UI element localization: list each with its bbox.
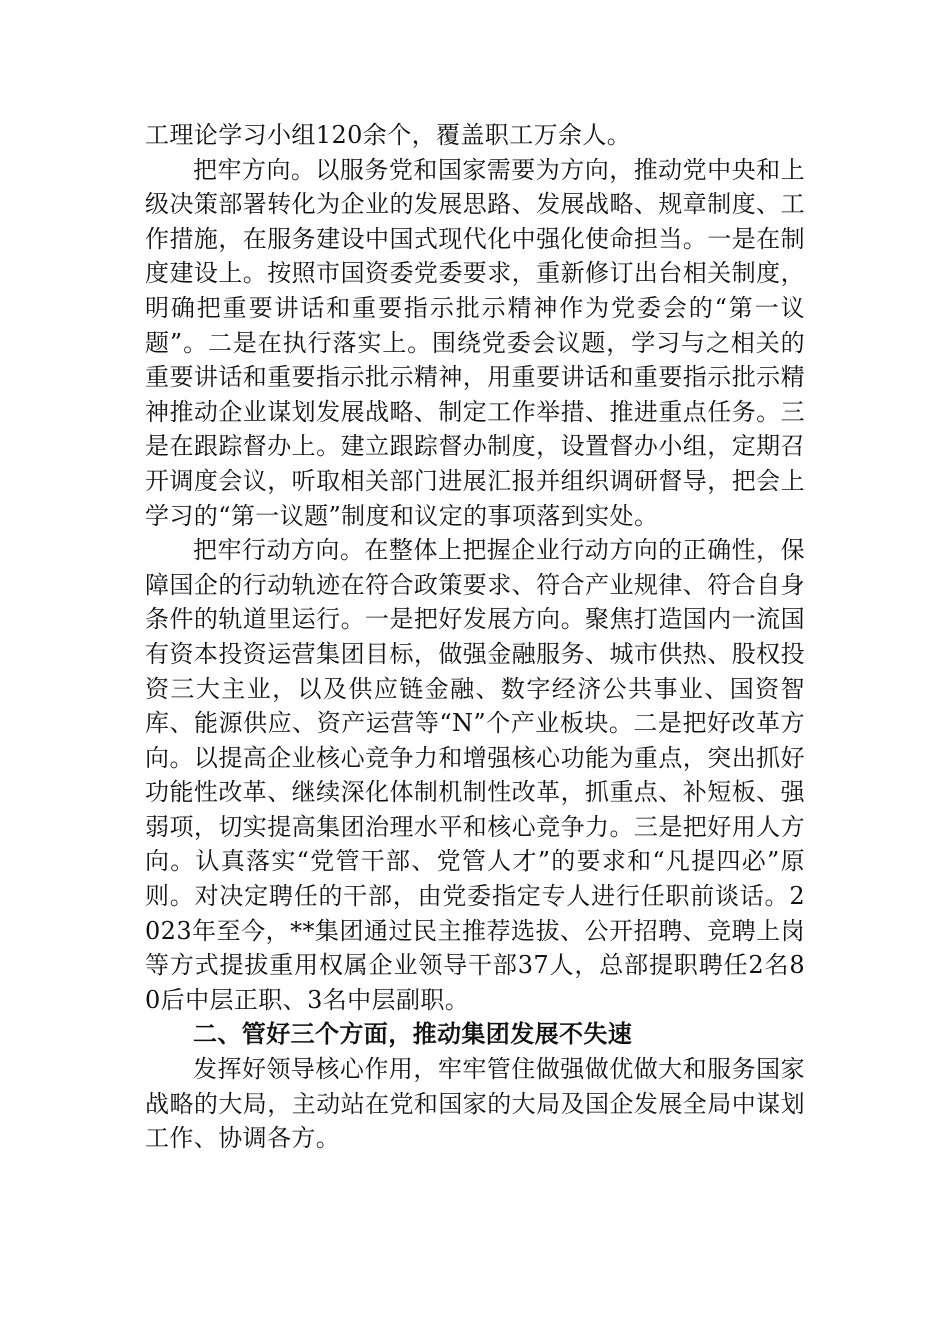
paragraph-leadership: 发挥好领导核心作用，牢牢管住做强做优做大和服务国家战略的大局，主动站在党和国家的大局及国企发展全局中谋划工作、协调各方。 [145,1055,805,1153]
paragraph-continuation: 工理论学习小组120余个，覆盖职工万余人。 [145,121,632,149]
paragraph-action-direction: 把牢行动方向。在整体上把握企业行动方向的正确性，保障国企的行动轨迹在符合政策要求、符合产业规律、符合自身条件的轨道里运行。一是把好发展方向。聚焦打造国内一流国有资本投资运营集团目标，做强金融服务、城市供热、股权投资三大主业，以及供应链金融、数字经济公共事业、国资智库、能源供应、资产运营等“N”个产业板块。二是把好改革方向。以提高企业核心竞争力和增强核心功能为重点，突出抓好功能性改革、继续深化体制机制性改革，抓重点、补短板、强弱项，切实提高集团治理水平和核心竞争力。三是把好用人方向。认真落实“党管干部、党管人才”的要求和“凡提四必”原则。对决定聘任的干部，由党委指定专人进行任职前谈话。2023年至今，**集团通过民主推荐选拔、公开招聘、竞聘上岗等方式提拔重用权属企业领导干部37人，总部提职聘任2名80后中层正职、3名中层副职。 [145,536,805,1014]
paragraph-direction: 把牢方向。以服务党和国家需要为方向，推动党中央和上级决策部署转化为企业的发展思路、发展战略、规章制度、工作措施，在服务建设中国式现代化中强化使命担当。一是在制度建设上。按照市国资委党委要求，重新修订出台相关制度，明确把重要讲话和重要指示批示精神作为党委会的“第一议题”。二是在执行落实上。围绕党委会议题，学习与之相关的重要讲话和重要指示批示精神，用重要讲话和重要指示批示精神推动企业谋划发展战略、制定工作举措、推进重点任务。三是在跟踪督办上。建立跟踪督办制度，设置督办小组，定期召开调度会议，听取相关部门进展汇报并组织调研督导，把会上学习的“第一议题”制度和议定的事项落到实处。 [145,155,805,530]
document-page [145,118,805,1156]
section-heading: 二、管好三个方面，推动集团发展不失速 [193,1019,633,1049]
